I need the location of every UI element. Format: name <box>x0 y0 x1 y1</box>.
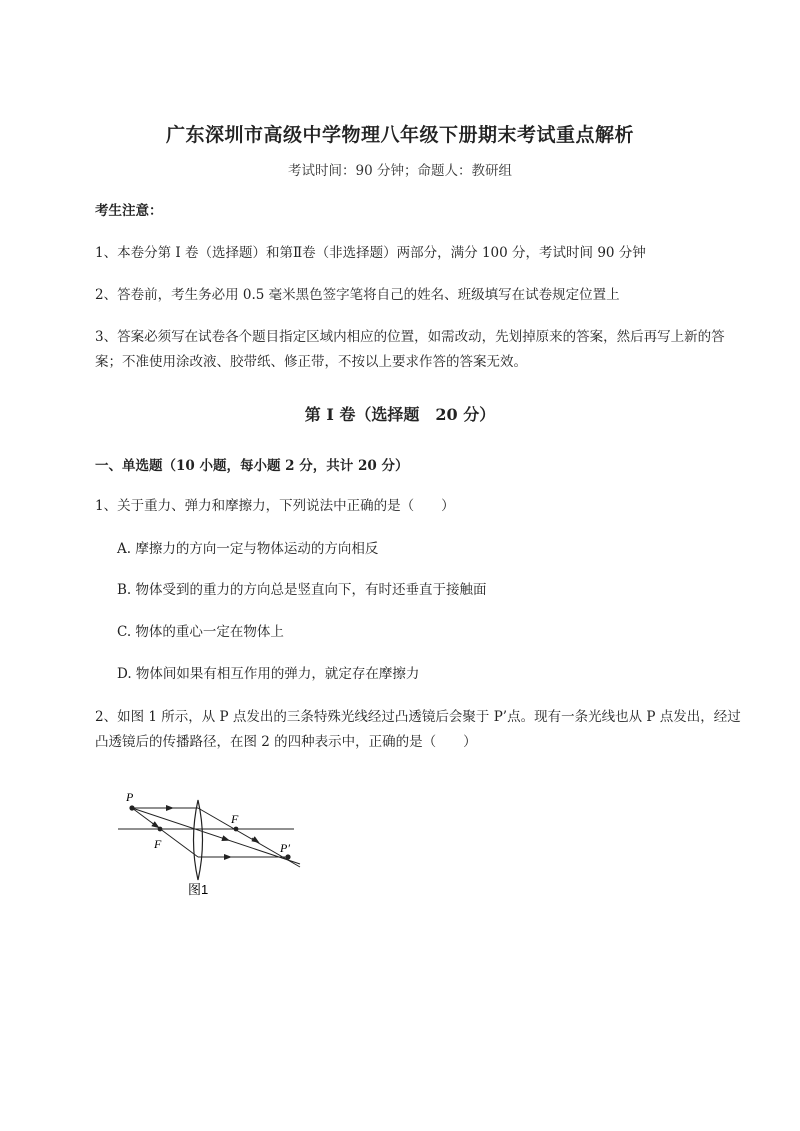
point-p <box>129 805 134 810</box>
part-heading: 一、单选题（10 小题，每小题 2 分，共计 20 分） <box>95 458 409 474</box>
point-back-focus <box>234 827 239 832</box>
convex-lens <box>194 800 203 880</box>
question-1-option-b[interactable]: B. 物体受到的重力的方向总是竖直向下，有时还垂直于接触面 <box>117 582 487 598</box>
label-f-lower: F <box>154 837 162 851</box>
ray-through-center <box>132 808 300 864</box>
page-title: 广东深圳市高级中学物理八年级下册期末考试重点解析 <box>165 124 634 146</box>
question-2-stem: 2、如图 1 所示，从 P 点发出的三条特殊光线经过凸透镜后会聚于 P’点。现有一条光线也从 P 点发出，经过凸透镜后的传播路径，在图 2 的四种表示中，正确的是（ ） <box>95 709 741 750</box>
notice-item-2: 2、答卷前，考生务必用 0.5 毫米黑色签字笔将自己的姓名、班级填写在试卷规定位置上 <box>95 287 620 303</box>
notice-item-1: 1、本卷分第 I 卷（选择题）和第Ⅱ卷（非选择题）两部分，满分 100 分，考试时间 90 分钟 <box>95 245 646 261</box>
ray-front-focus-arrow <box>152 823 158 827</box>
label-f-upper: F <box>231 812 239 826</box>
figure-caption: 图1 <box>188 882 209 897</box>
exam-info: 考试时间：90 分钟；命题人：教研组 <box>288 163 512 179</box>
label-p-prime: P′ <box>280 841 290 855</box>
notice-heading: 考生注意： <box>95 203 163 219</box>
point-front-focus <box>158 827 163 832</box>
ray-center-arrow <box>222 838 228 840</box>
question-1-option-d[interactable]: D. 物体间如果有相互作用的弹力，就定存在摩擦力 <box>117 666 420 682</box>
lens-diagram-figure-1 <box>112 785 312 900</box>
point-p-prime <box>285 854 290 859</box>
ray-refracted-through-focus <box>198 808 300 867</box>
ray-through-front-focus <box>132 808 198 857</box>
question-1-option-c[interactable]: C. 物体的重心一定在物体上 <box>117 624 284 640</box>
notice-item-3: 3、答案必须写在试卷各个题目指定区域内相应的位置，如需改动，先划掉原来的答案，然后再写上新的答案；不准使用涂改液、胶带纸、修正带，不按以上要求作答的答案无效。 <box>95 329 725 370</box>
question-1-stem: 1、关于重力、弹力和摩擦力，下列说法中正确的是（ ） <box>95 498 455 514</box>
question-1-option-a[interactable]: A. 摩擦力的方向一定与物体运动的方向相反 <box>117 541 379 557</box>
section-title: 第 I 卷（选择题 20 分） <box>304 405 496 424</box>
label-p: P <box>126 790 134 804</box>
